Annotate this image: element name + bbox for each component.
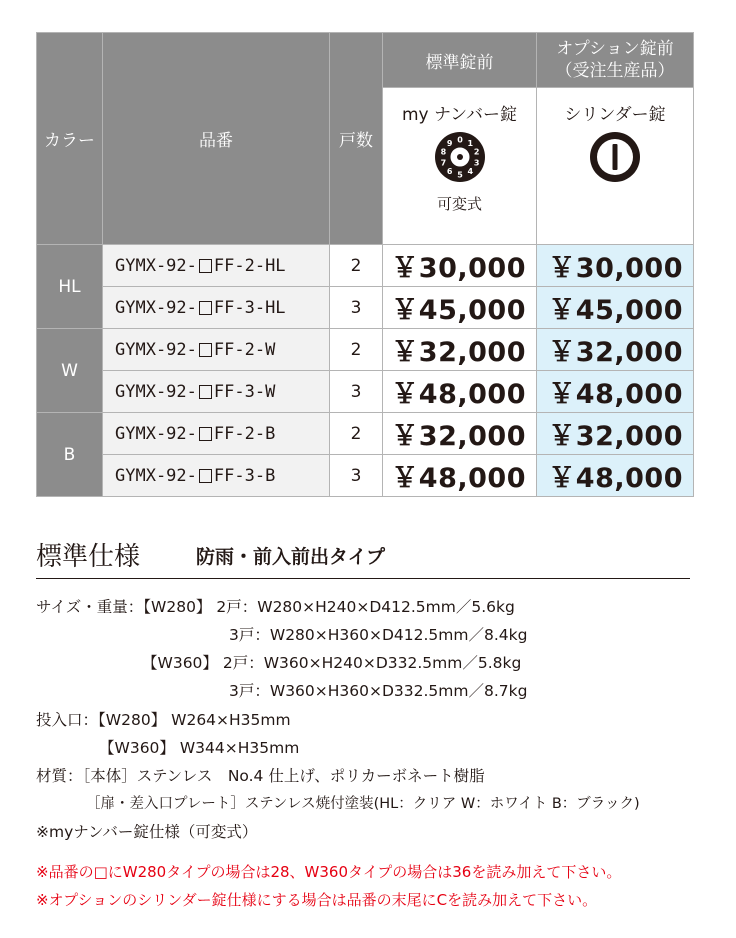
option-price: ￥32,000 <box>537 413 694 455</box>
dial-digit: 3 <box>473 158 479 168</box>
table-row <box>37 245 694 287</box>
size-w360-3: 3戸：W360×H360×D332.5mm／8.7kg <box>229 682 528 700</box>
product-code <box>103 329 330 371</box>
header-option-lock-line1: オプション錠前 <box>556 39 674 59</box>
blank-box-icon <box>199 469 212 483</box>
dial-icon-wrap <box>383 131 536 187</box>
table-row <box>37 455 694 497</box>
code-prefix: GYMX-92- <box>115 255 197 276</box>
product-code <box>103 413 330 455</box>
product-code <box>103 455 330 497</box>
cylinder-lock-icon <box>589 131 641 183</box>
standard-price: ￥30,000 <box>383 245 537 287</box>
code-prefix: GYMX-92- <box>115 339 197 360</box>
table-row <box>37 287 694 329</box>
option-price: ￥48,000 <box>537 371 694 413</box>
my-number-lock-label: my ナンバー錠 <box>402 105 517 125</box>
code-prefix: GYMX-92- <box>115 465 197 486</box>
color-cell-w: W <box>37 329 103 413</box>
material-body: ［本体］ステンレス No.4 仕上げ、ポリカーボネート樹脂 <box>82 767 485 785</box>
standard-price: ￥45,000 <box>383 287 537 329</box>
color-cell-hl: HL <box>37 245 103 329</box>
blank-box-icon <box>199 301 212 315</box>
unit-count: 3 <box>330 287 383 329</box>
blank-box-icon <box>199 343 212 357</box>
option-price: ￥32,000 <box>537 329 694 371</box>
my-number-lock-cell <box>383 88 537 245</box>
unit-count: 2 <box>330 329 383 371</box>
slot-w360-tag: 【W360】 <box>99 739 175 757</box>
standard-price: ￥32,000 <box>383 413 537 455</box>
code-prefix: GYMX-92- <box>115 423 197 444</box>
combination-dial-icon <box>434 131 486 183</box>
price-table <box>36 32 694 497</box>
cylinder-icon-wrap <box>537 131 693 187</box>
standard-price: ￥48,000 <box>383 455 537 497</box>
size-w280-3: 3戸：W280×H360×D412.5mm／8.4kg <box>229 626 528 644</box>
unit-count: 2 <box>330 245 383 287</box>
blank-box-icon <box>199 427 212 441</box>
size-w360-2: 2戸：W360×H240×D332.5mm／5.8kg <box>222 654 522 672</box>
slot-w280-tag: 【W280】 <box>98 711 167 729</box>
standard-price: ￥32,000 <box>383 329 537 371</box>
material-line-1 <box>36 764 485 786</box>
size-label: サイズ・重量： <box>36 598 144 616</box>
w280-tag: 【W280】 <box>143 598 212 616</box>
red-note-1: ※品番の□にW280タイプの場合は28、W360タイプの場合は36を読み加えて下さい。 <box>36 863 622 881</box>
unit-count: 3 <box>330 371 383 413</box>
slot-label: 投入口： <box>36 711 99 729</box>
code-suffix: FF-2-W <box>213 339 276 360</box>
spec-title: 標準仕様 <box>36 542 141 572</box>
size-line-1 <box>36 595 515 617</box>
dial-digit: 7 <box>440 158 446 168</box>
code-suffix: FF-2-HL <box>213 255 286 276</box>
table-row <box>37 371 694 413</box>
material-door: ［扉・差入口プレート］ステンレス焼付塗装(HL：クリア W：ホワイト B：ブラック) <box>86 796 640 812</box>
dial-digit: 4 <box>467 167 473 177</box>
variable-label: 可変式 <box>436 195 482 213</box>
header-option-lock <box>537 33 694 88</box>
dial-digit: 6 <box>446 167 452 177</box>
size-line-3 <box>142 651 521 673</box>
unit-count: 2 <box>330 413 383 455</box>
red-note-2: ※オプションのシリンダー錠仕様にする場合は品番の末尾にCを読み加えて下さい。 <box>36 891 598 909</box>
code-suffix: FF-2-B <box>213 423 276 444</box>
spec-heading <box>36 536 690 579</box>
table-row <box>37 329 694 371</box>
slot-line-1 <box>36 708 291 730</box>
code-prefix: GYMX-92- <box>115 297 197 318</box>
standard-price: ￥48,000 <box>383 371 537 413</box>
my-number-note: ※myナンバー錠仕様（可変式） <box>36 823 258 841</box>
dial-digit: 0 <box>456 135 463 145</box>
slot-line-2 <box>99 736 299 758</box>
dial-digit: 2 <box>473 147 479 157</box>
code-suffix: FF-3-B <box>213 465 276 486</box>
spec-subtitle: 防雨・前入前出タイプ <box>196 546 386 568</box>
slot-w360: W344×H35mm <box>179 739 300 757</box>
product-code <box>103 287 330 329</box>
material-label: 材質： <box>36 767 83 785</box>
dial-digit: 5 <box>456 170 463 180</box>
cylinder-lock-cell <box>537 88 694 245</box>
header-option-lock-line2: （受注生産品） <box>555 61 675 81</box>
product-code <box>103 371 330 413</box>
header-count: 戸数 <box>330 33 383 245</box>
blank-box-icon <box>199 259 212 273</box>
product-code <box>103 245 330 287</box>
header-code: 品番 <box>103 33 330 245</box>
dial-digit: 1 <box>467 138 473 148</box>
option-price: ￥45,000 <box>537 287 694 329</box>
w360-tag: 【W360】 <box>142 654 218 672</box>
size-w280-2: 2戸：W280×H240×D412.5mm／5.6kg <box>216 598 515 616</box>
option-price: ￥30,000 <box>537 245 694 287</box>
unit-count: 3 <box>330 455 383 497</box>
header-standard-lock: 標準錠前 <box>383 33 537 88</box>
slot-w280: W264×H35mm <box>171 711 291 729</box>
header-color: カラー <box>37 33 103 245</box>
table-row <box>37 413 694 455</box>
option-price: ￥48,000 <box>537 455 694 497</box>
dial-digit: 8 <box>440 147 446 157</box>
code-prefix: GYMX-92- <box>115 381 197 402</box>
cylinder-lock-label: シリンダー錠 <box>564 105 666 125</box>
code-suffix: FF-3-HL <box>213 297 286 318</box>
blank-box-icon <box>199 385 212 399</box>
dial-digit: 9 <box>446 138 452 148</box>
color-cell-b: B <box>37 413 103 497</box>
code-suffix: FF-3-W <box>213 381 276 402</box>
